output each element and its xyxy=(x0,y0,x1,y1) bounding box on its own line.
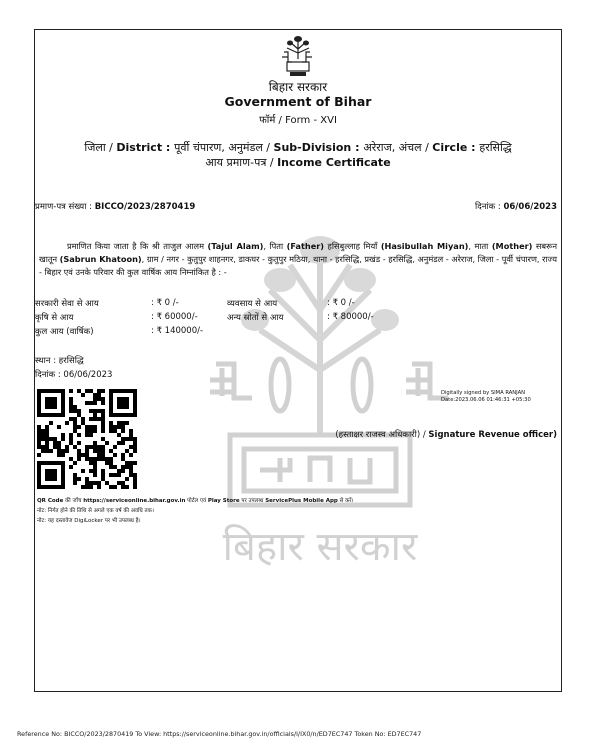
qr-verification-note: QR Code की जाँच https://serviceonline.bihar.gov.in पोर्टल एवं Play Store पर उपलब्ध ServicePlus Mobile App से करें। xyxy=(37,498,354,504)
table-row: कृषि से आय : ₹ 60000/- अन्य स्रोतों से आय : ₹ 80000/- xyxy=(35,312,374,323)
bihar-emblem-logo xyxy=(278,35,318,77)
table-row: कुल आय (वार्षिक) : ₹ 140000/- xyxy=(35,326,204,337)
income-table xyxy=(35,296,374,338)
certificate-number: प्रमाण-पत्र संख्या : BICCO/2023/2870419 xyxy=(35,202,196,212)
english-title: Government of Bihar xyxy=(224,94,372,109)
table-row: सरकारी सेवा से आय : ₹ 0 /- व्यवसाय से आय : ₹ 0 /- xyxy=(35,298,355,309)
digilocker-note: नोट: यह दस्तावेज DigiLocker पर भी उपलब्ध है। xyxy=(37,518,141,524)
place-and-date: स्थान : हरसिद्धि दिनांक : 06/06/2023 xyxy=(35,356,113,380)
qr-code[interactable] xyxy=(37,389,137,489)
location-heading: जिला / District : पूर्वी चंपारण, अनुमंडल / Sub-Division : अरेराज, अंचल / Circle : हरसिद्धि आय प्रमाण-पत्र / Income Certificate xyxy=(84,141,512,169)
certificate-body: प्रमाणित किया जाता है कि श्री ताजुल आलम (Tajul Alam), पिता (Father) हसिबुल्लाह मियाँ (Hasibullah Miyan), माता (Mother) सबरून खातून (Sabrun Khatoon), ग्राम / नगर - कुतुपुर शाहनगर, डाकघर - कुतुपुर मठिया, थाना - हरसिद्धि, प्रखंड - हरसिद्धि, अनुमंडल - अरेराज, जिला - पूर्वी चंपारण, राज्य - बिहार एवं उनके परिवार की कुल वार्षिक आय निम्नांकित है : - xyxy=(39,241,558,277)
validity-note: नोट: निर्गत होने की तिथि से अगले एक वर्ष की अवधि तक। xyxy=(37,508,154,514)
certificate-frame xyxy=(34,29,562,692)
reference-line: Reference No: BICCO/2023/2870419 To View: https://serviceonline.bihar.gov.in/officials/l/IX0/n/ED7EC747 Token No: ED7EC747 xyxy=(17,730,422,738)
signature-revenue-officer: (हस्ताक्षर राजस्व अधिकारी) / Signature Revenue officer) xyxy=(335,430,557,440)
form-number: फॉर्म / Form - XVI xyxy=(259,115,337,126)
hindi-title: बिहार सरकार xyxy=(268,80,328,94)
svg-text:बिहार सरकार: बिहार सरकार xyxy=(222,524,418,570)
issue-date: दिनांक : 06/06/2023 xyxy=(475,202,557,212)
digital-signature: Digitally signed by SIMA RANJAN Date:2023.06.06 01:46:31 +05:30 xyxy=(441,390,531,403)
